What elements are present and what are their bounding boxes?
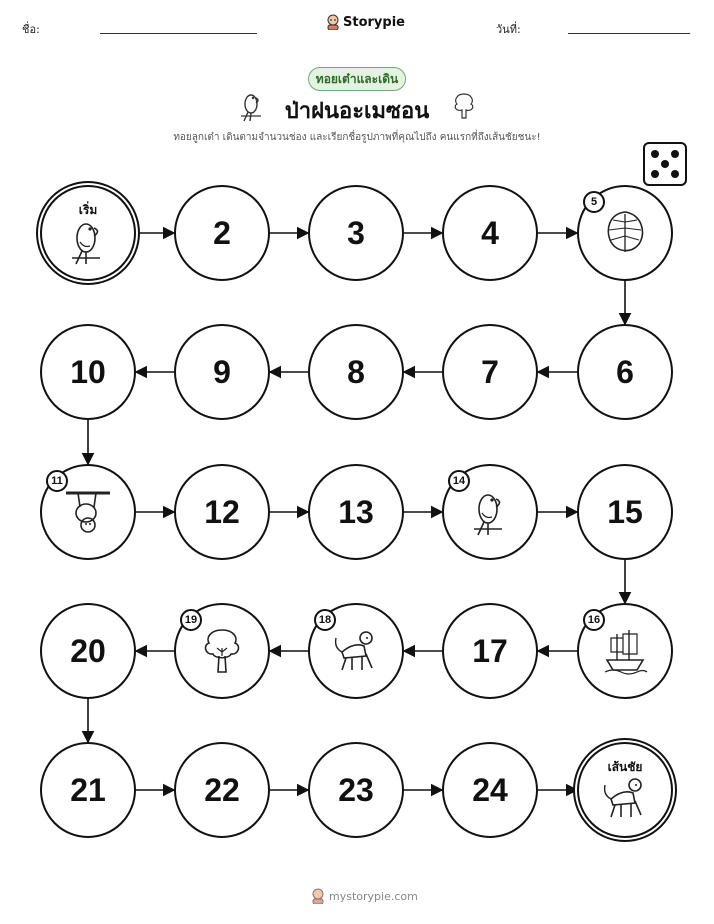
space-number: 22 [204, 771, 240, 808]
board-space-24 [442, 742, 538, 838]
board-space-16 [577, 603, 673, 699]
board-space-6 [577, 324, 673, 420]
board-space-14 [442, 464, 538, 560]
board-space-19 [174, 603, 270, 699]
space-number: 15 [607, 493, 643, 530]
start-space [40, 185, 136, 281]
space-number: 2 [213, 214, 231, 251]
space-number-badge: 18 [314, 609, 336, 631]
board-space-2 [174, 185, 270, 281]
board-space-11 [40, 464, 136, 560]
monkey-icon [332, 626, 380, 676]
space-number: 24 [472, 771, 508, 808]
space-number: 17 [472, 632, 508, 669]
instructions: ทอยลูกเต๋า เดินตามจำนวนช่อง และเรียกชื่อรูปภาพที่คุณไปถึง คนแรกที่ถึงเส้นชัยชนะ! [173, 132, 541, 143]
board-space-15 [577, 464, 673, 560]
board-space-3 [308, 185, 404, 281]
space-number: 7 [481, 353, 499, 390]
sloth-icon [64, 487, 112, 537]
space-number: 4 [481, 214, 499, 251]
start-label: เริ่ม [78, 203, 98, 217]
board-space-5 [577, 185, 673, 281]
space-number-badge: 5 [583, 191, 605, 213]
board-space-21 [40, 742, 136, 838]
board-space-17 [442, 603, 538, 699]
board-space-12 [174, 464, 270, 560]
board-space-10 [40, 324, 136, 420]
page-title: ป่าฝนอะเมซอน [284, 99, 430, 124]
footer-url: mystorypie.com [329, 889, 418, 903]
space-number: 9 [213, 353, 231, 390]
finish-space [577, 742, 673, 838]
board-space-4 [442, 185, 538, 281]
space-number-badge: 14 [448, 470, 470, 492]
name-label: ชื่อ: [22, 23, 40, 36]
monkey-icon [601, 773, 649, 823]
space-number-badge: 16 [583, 609, 605, 631]
space-number: 20 [70, 632, 106, 669]
board-space-22 [174, 742, 270, 838]
ship-icon [601, 626, 649, 676]
space-number: 3 [347, 214, 365, 251]
board-space-18 [308, 603, 404, 699]
board-space-13 [308, 464, 404, 560]
board-space-9 [174, 324, 270, 420]
board-space-7 [442, 324, 538, 420]
monstera-leaf-icon [601, 208, 649, 258]
board-space-20 [40, 603, 136, 699]
space-number-badge: 11 [46, 470, 68, 492]
storypie-logo-icon [311, 888, 325, 904]
space-number: 10 [70, 353, 106, 390]
footer [311, 888, 418, 904]
board-space-8 [308, 324, 404, 420]
space-number: 21 [70, 771, 106, 808]
space-number: 13 [338, 493, 374, 530]
board-space-23 [308, 742, 404, 838]
date-label: วันที่: [496, 23, 521, 36]
space-number: 6 [616, 353, 634, 390]
brand-name: Storypie [343, 14, 405, 30]
space-number: 12 [204, 493, 240, 530]
parrot-icon [64, 216, 112, 266]
finish-label: เส้นชัย [607, 760, 643, 774]
parrot-icon [466, 487, 514, 537]
space-number: 23 [338, 771, 374, 808]
game-type-tag: ทอยเต๋าและเดิน [308, 67, 406, 91]
tree-icon [198, 626, 246, 676]
space-number-badge: 19 [180, 609, 202, 631]
space-number: 8 [347, 353, 365, 390]
